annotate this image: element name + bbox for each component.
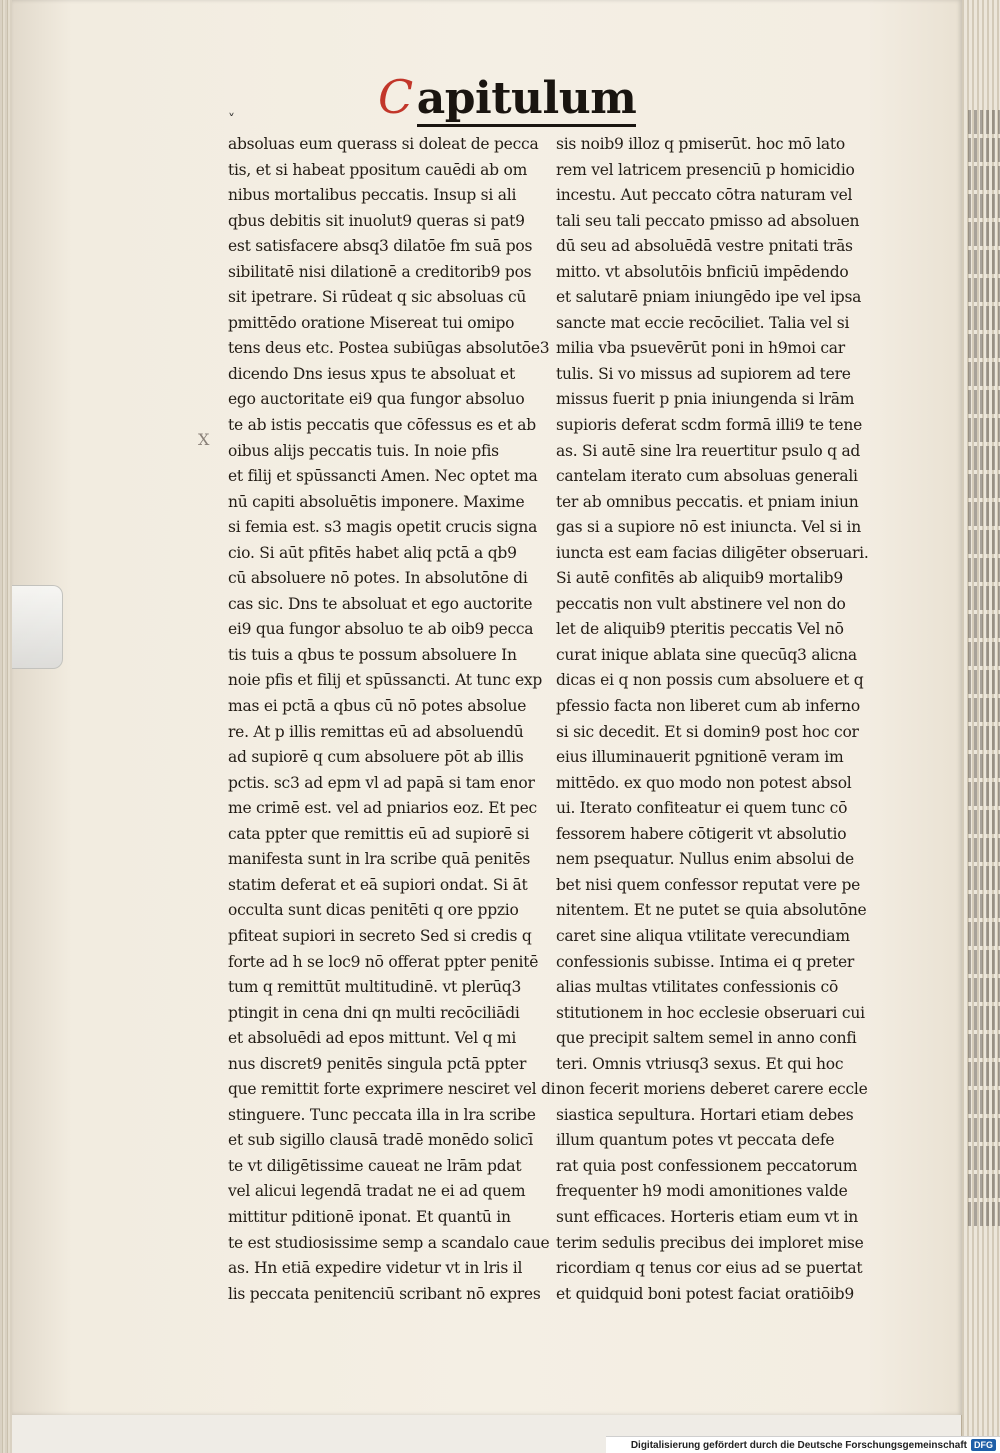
- text-line: curat inique ablata sine quecūq3 alicna: [556, 645, 857, 664]
- digitization-footer: [606, 1436, 1000, 1453]
- text-line: te ab istis peccatis que cōfessus es et ab: [228, 416, 536, 435]
- text-column-right: [556, 132, 898, 1307]
- text-line: dū seu ad absoluēdā vestre pnitati trās: [556, 237, 853, 256]
- text-line: forte ad h se loc9 nō offerat ppter penitē: [228, 952, 539, 971]
- text-line: confessionis subisse. Intima ei q preter: [556, 952, 855, 971]
- text-line: nibus mortalibus peccatis. Insup si ali: [228, 186, 517, 205]
- text-line: supioris deferat scdm formā illi9 te tene: [556, 416, 862, 435]
- page-clip: [12, 585, 63, 669]
- text-line: iuncta est eam facias diligēter obseruari.: [556, 543, 869, 562]
- text-line: stitutionem in hoc ecclesie obseruari cui: [556, 1003, 865, 1022]
- digitization-credit: Digitalisierung gefördert durch die Deutsche Forschungsgemeinschaft: [630, 1439, 967, 1451]
- text-line: me crimē est. vel ad pniarios eoz. Et pec: [228, 799, 537, 818]
- page-stack-left: [0, 0, 12, 1453]
- text-line: tens deus etc. Postea subiūgas absolutōe3: [228, 339, 550, 358]
- text-line: pfiteat supiori in secreto Sed si credis q: [228, 926, 532, 945]
- text-line: cū absoluere nō potes. In absolutōne di: [228, 569, 528, 588]
- text-line: dicendo Dns iesus xpus te absoluat et: [228, 364, 515, 383]
- text-line: non fecerit moriens deberet carere eccle: [556, 1080, 868, 1099]
- text-line: ricordiam q tenus cor eius ad se puertat: [556, 1259, 863, 1278]
- text-line: as. Si autē sine lra reuertitur psulo q ad: [556, 441, 861, 460]
- text-line: rem vel latricem presenciū p homicidio: [556, 160, 855, 179]
- text-line: nus discret9 penitēs singula pctā ppter: [228, 1054, 527, 1073]
- text-line: sunt efficaces. Horteris etiam eum vt in: [556, 1207, 859, 1226]
- text-line: siastica sepultura. Hortari etiam debes: [556, 1105, 854, 1124]
- text-line: ui. Iterato confiteatur ei quem tunc cō: [556, 799, 848, 818]
- text-line: cata ppter que remittis eū ad supiorē si: [228, 824, 530, 843]
- text-line: gas si a supiore nō est iniuncta. Vel si in: [556, 518, 861, 537]
- text-line: que precipit saltem semel in anno confi: [556, 1029, 857, 1048]
- text-line: est satisfacere absq3 dilatōe fm suā pos: [228, 237, 533, 256]
- chapter-heading-text: apitulum: [417, 73, 637, 127]
- text-line: tis tuis a qbus te possum absoluere In: [228, 645, 517, 664]
- text-line: tali seu tali peccato pmisso ad absoluen: [556, 211, 860, 230]
- text-line: mittitur pditionē iponat. Et quantū in: [228, 1207, 511, 1226]
- text-line: sis noib9 illoz q pmiserūt. hoc mō lato: [556, 135, 845, 153]
- text-line: sancte mat eccie recōciliet. Talia vel si: [556, 313, 850, 332]
- text-line: nū capiti absoluētis imponere. Maxime: [228, 492, 525, 511]
- text-line: cio. Si aūt pfitēs habet aliq pctā a qb9: [228, 543, 517, 562]
- text-line: si femia est. s3 magis opetit crucis signa: [228, 518, 538, 537]
- text-line: occulta sunt dicas penitēti q ore ppzio: [228, 901, 519, 920]
- text-line: teri. Omnis vtriusq3 sexus. Et qui hoc: [556, 1054, 844, 1073]
- text-line: alias multas vtilitates confessionis cō: [556, 978, 839, 997]
- text-line: peccatis non vult abstinere vel non do: [556, 594, 846, 613]
- text-line: nem psequatur. Nullus enim absolui de: [556, 850, 854, 869]
- text-line: milia vba psuevērūt poni in h9moi car: [556, 339, 845, 358]
- text-line: rat quia post confessionem peccatorum: [556, 1156, 858, 1175]
- text-line: as. Hn etiā expedire videtur vt in lris il: [228, 1259, 523, 1278]
- text-line: incestu. Aut peccato cōtra naturam vel: [556, 186, 853, 205]
- text-line: sibilitatē nisi dilationē a creditorib9 pos: [228, 262, 532, 281]
- text-line: fessorem habere cōtigerit vt absolutio: [556, 824, 847, 843]
- rubricated-initial: C: [378, 70, 413, 124]
- text-line: et sub sigillo clausā tradē monēdo solicī: [228, 1131, 533, 1150]
- text-line: et absoluēdi ad epos mittunt. Vel q mi: [228, 1029, 517, 1048]
- next-page-edge: [968, 110, 1000, 1270]
- text-line: si sic decedit. Et si domin9 post hoc cor: [556, 722, 859, 741]
- text-line: re. At p illis remittas eū ad absoluendū: [228, 722, 524, 741]
- text-line: manifesta sunt in lra scribe quā penitēs: [228, 850, 531, 869]
- column-start-mark: ˅: [228, 112, 235, 128]
- text-line: sit ipetrare. Si rūdeat q sic absoluas cū: [228, 288, 527, 307]
- text-line: caret sine aliqua vtilitate verecundiam: [556, 926, 850, 945]
- text-line: eius illuminauerit pgnitionē veram im: [556, 748, 844, 767]
- margin-mark: X: [198, 430, 210, 449]
- text-line: cantelam iterato cum absoluas generali: [556, 467, 858, 486]
- text-line: qbus debitis sit inuolut9 queras si pat9: [228, 211, 525, 230]
- text-line: mas ei pctā a qbus cū nō potes absolue: [228, 697, 527, 716]
- text-line: dicas ei q non possis cum absoluere et q: [556, 671, 864, 690]
- text-line: tum q remittūt multitudinē. vt plerūq3: [228, 978, 522, 997]
- text-line: vel alicui legendā tradat ne ei ad quem: [228, 1182, 526, 1201]
- text-line: et salutarē pniam iniungēdo ipe vel ipsa: [556, 288, 862, 307]
- text-line: Si autē confitēs ab aliquib9 mortalib9: [556, 569, 843, 588]
- dfg-logo: DFG: [971, 1439, 996, 1451]
- text-line: mitto. vt absolutōis bnficiū impēdendo: [556, 262, 849, 281]
- text-line: bet nisi quem confessor reputat vere pe: [556, 875, 861, 894]
- text-line: ei9 qua fungor absoluo te ab oib9 pecca: [228, 620, 534, 639]
- chapter-heading: [378, 70, 636, 124]
- text-line: absoluas eum querass si doleat de pecca: [228, 135, 539, 153]
- text-line: illum quantum potes vt peccata defe: [556, 1131, 835, 1150]
- text-line: et quidquid boni potest faciat oratiōib9: [556, 1284, 854, 1303]
- text-line: tulis. Si vo missus ad supiorem ad tere: [556, 364, 851, 383]
- text-line: ptingit in cena dni qn multi recōciliādi: [228, 1003, 520, 1022]
- text-line: nitentem. Et ne putet se quia absolutōne: [556, 901, 867, 920]
- text-line: que remittit forte exprimere nesciret vel di: [228, 1080, 556, 1099]
- text-line: noie pfis et filij et spūssancti. At tunc exp: [228, 671, 543, 690]
- text-line: pctis. sc3 ad epm vl ad papā si tam enor: [228, 773, 535, 792]
- text-line: te est studiosissime semp a scandalo caue: [228, 1233, 550, 1252]
- text-line: ad supiorē q cum absoluere pōt ab illis: [228, 748, 524, 767]
- text-line: let de aliquib9 pteritis peccatis Vel nō: [556, 620, 844, 639]
- text-line: terim sedulis precibus dei imploret mise: [556, 1233, 864, 1252]
- text-line: ter ab omnibus peccatis. et pniam iniun: [556, 492, 859, 511]
- text-line: statim deferat et eā supiori ondat. Si āt: [228, 875, 528, 894]
- text-line: tis, et si habeat ppositum cauēdi ab om: [228, 160, 528, 179]
- text-line: pfessio facta non liberet cum ab inferno: [556, 697, 860, 716]
- text-line: et filij et spūssancti Amen. Nec optet ma: [228, 467, 538, 486]
- text-line: frequenter h9 modi amonitiones valde: [556, 1182, 848, 1201]
- text-line: mittēdo. ex quo modo non potest absol: [556, 773, 852, 792]
- text-line: lis peccata penitenciū scribant nō expres: [228, 1284, 541, 1303]
- text-line: cas sic. Dns te absoluat et ego auctorite: [228, 594, 533, 613]
- text-column-left: [228, 132, 570, 1307]
- text-line: oibus alijs peccatis tuis. In noie pfis: [228, 441, 499, 460]
- text-line: stinguere. Tunc peccata illa in lra scribe: [228, 1105, 536, 1124]
- text-line: missus fuerit p pnia iniungenda si lrām: [556, 390, 855, 409]
- text-line: pmittēdo oratione Misereat tui omipo: [228, 313, 515, 332]
- text-line: te vt diligētissime caueat ne lrām pdat: [228, 1156, 522, 1175]
- text-line: ego auctoritate ei9 qua fungor absoluo: [228, 390, 525, 409]
